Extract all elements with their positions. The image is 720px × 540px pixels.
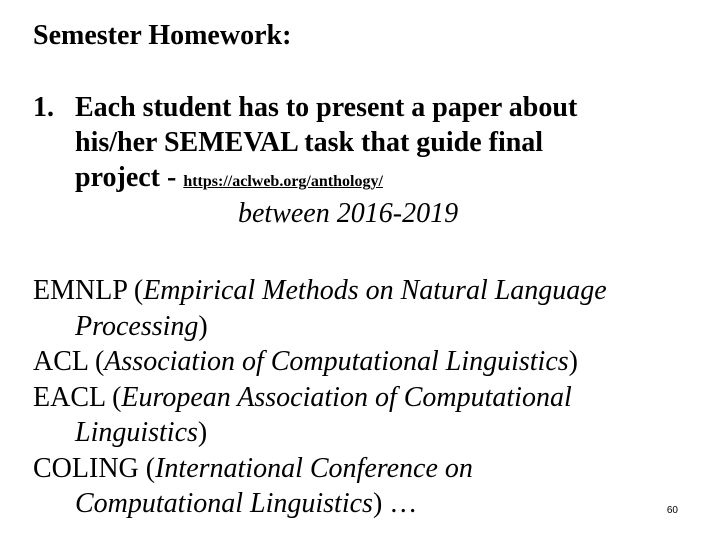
venue-paren-open: ( bbox=[138, 452, 156, 484]
venue-paren-open: ( bbox=[87, 346, 105, 377]
task-list bbox=[33, 90, 577, 199]
venue-full-name-cont: Computational Linguistics bbox=[75, 488, 373, 519]
venue-paren-open: ( bbox=[105, 381, 122, 413]
page-number: 60 bbox=[666, 505, 678, 516]
venue-paren-open: ( bbox=[126, 275, 144, 306]
year-range: between 2016-2019 bbox=[238, 198, 459, 229]
task-text-line-3: project - bbox=[75, 162, 184, 193]
venue-acronym: COLING bbox=[33, 452, 139, 484]
venue-acronym: EMNLP bbox=[33, 275, 127, 306]
task-number: 1. bbox=[33, 92, 54, 123]
slide-heading: Semester Homework: bbox=[33, 20, 292, 51]
venue-paren-close: ) bbox=[197, 417, 208, 448]
venue-full-name: Association of Computational Linguistics bbox=[104, 346, 569, 377]
venue-list bbox=[33, 273, 607, 522]
task-text-line-2: his/her SEMEVAL task that guide final bbox=[75, 127, 544, 158]
venue-acl-line-1 bbox=[33, 344, 607, 380]
venue-emnlp-line-1 bbox=[33, 273, 607, 309]
venue-full-name: European Association of Computational bbox=[121, 381, 572, 413]
venue-eacl-line-2 bbox=[33, 415, 607, 451]
task-item-line-2 bbox=[33, 125, 577, 160]
venue-emnlp-line-2 bbox=[33, 309, 607, 345]
task-text-line-1: Each student has to present a paper about bbox=[75, 92, 578, 123]
venue-full-name: International Conference on bbox=[155, 452, 473, 484]
anthology-link[interactable]: https://aclweb.org/anthology/ bbox=[183, 173, 383, 190]
venue-acronym: ACL bbox=[33, 346, 88, 377]
venue-full-name-cont: Linguistics bbox=[75, 417, 198, 448]
venue-paren-close: ) bbox=[198, 310, 208, 342]
venue-paren-close: ) … bbox=[372, 488, 418, 519]
task-item-line-1 bbox=[33, 90, 577, 125]
venue-full-name-cont: Processing bbox=[75, 310, 199, 342]
venue-coling-line-1 bbox=[33, 451, 607, 487]
task-item-line-3 bbox=[33, 160, 577, 199]
venue-eacl-line-1 bbox=[33, 380, 607, 416]
venue-acronym: EACL bbox=[33, 381, 106, 413]
venue-full-name: Empirical Methods on Natural Language bbox=[143, 275, 607, 306]
venue-coling-line-2 bbox=[33, 486, 607, 522]
venue-paren-close: ) bbox=[568, 346, 578, 377]
